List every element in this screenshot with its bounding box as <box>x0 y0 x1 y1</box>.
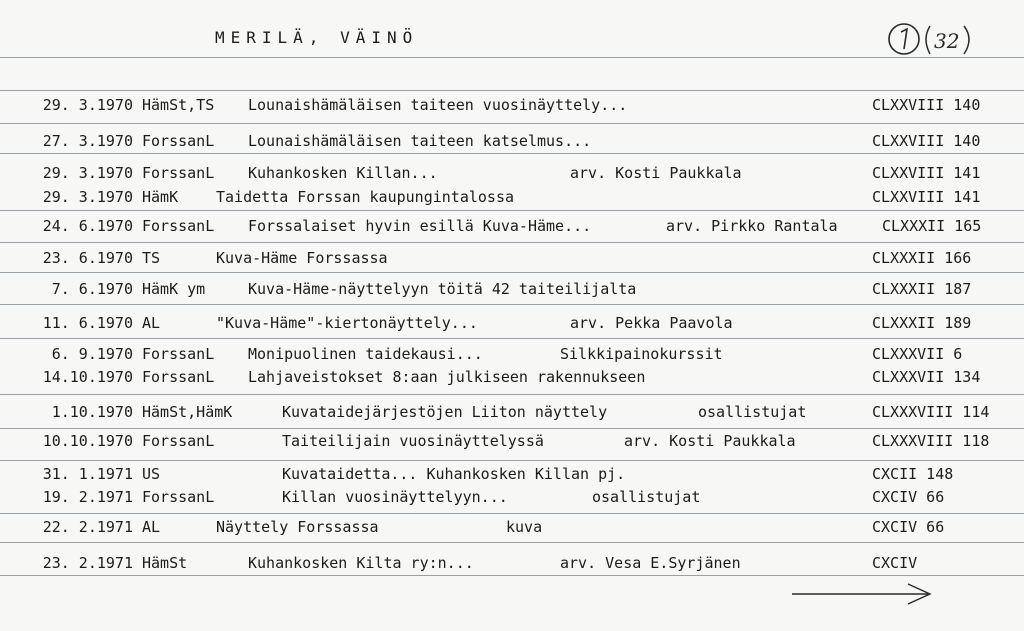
entry-source: ForssanL <box>142 368 215 386</box>
entry-title: Kuva-Häme-näyttelyyn töitä 42 taiteilijalta <box>248 280 637 298</box>
entry-ref: CLXXVIII 141 <box>872 164 981 182</box>
card-subnumber: 32 <box>934 29 960 53</box>
entry-ref: CLXXXVII 6 <box>872 345 963 363</box>
entry-ref: CLXXVIII 140 <box>872 132 981 150</box>
entry-title: Näyttely Forssassa <box>216 518 379 536</box>
entry-title: Killan vuosinäyttelyyn... <box>282 488 508 506</box>
handwritten-number-mark <box>886 20 1024 60</box>
entry-ref: CLXXXVIII 114 <box>872 403 990 421</box>
entry-title: Forssalaiset hyvin esillä Kuva-Häme... <box>248 217 592 235</box>
entry-source: HämK ym <box>142 280 206 298</box>
entry-source: AL <box>142 518 161 536</box>
entry-ref: CLXXVIII 141 <box>872 188 981 206</box>
rule-line <box>0 394 1024 395</box>
entry-row <box>0 366 1024 388</box>
entry-row <box>0 312 1024 334</box>
rule-line <box>0 123 1024 124</box>
entry-date: 7. 6.1970 <box>51 280 133 298</box>
entry-row <box>0 552 1024 574</box>
entry-title: Lahjaveistokset 8:aan julkiseen rakennukseen <box>248 368 646 386</box>
entry-date: 29. 3.1970 <box>42 188 133 206</box>
rule-line <box>0 338 1024 339</box>
entry-source: ForssanL <box>142 432 215 450</box>
entry-source: HämK <box>142 188 179 206</box>
entry-title: "Kuva-Häme"-kiertonäyttely... <box>216 314 478 332</box>
entry-date: 14.10.1970 <box>42 368 133 386</box>
entry-source: HämSt,TS <box>142 96 215 114</box>
entry-title: Taiteilijain vuosinäyttelyssä <box>282 432 544 450</box>
entry-note: kuva <box>506 518 543 536</box>
entry-ref: CXCIV 66 <box>872 518 945 536</box>
entry-date: 29. 3.1970 <box>42 164 133 182</box>
entry-row <box>0 186 1024 208</box>
entry-row <box>0 486 1024 508</box>
entry-date: 19. 2.1971 <box>42 488 133 506</box>
entry-source: ForssanL <box>142 488 215 506</box>
entry-ref: CXCII 148 <box>872 465 954 483</box>
entry-source: US <box>142 465 161 483</box>
entry-ref: CLXXVIII 140 <box>872 96 981 114</box>
entry-ref: CLXXXII 189 <box>872 314 972 332</box>
entry-date: 22. 2.1971 <box>42 518 133 536</box>
entry-date: 29. 3.1970 <box>42 96 133 114</box>
entry-note: Silkkipainokurssit <box>560 345 723 363</box>
entry-title: Monipuolinen taidekausi... <box>248 345 483 363</box>
person-name: MERILÄ, VÄINÖ <box>215 28 419 47</box>
entry-row <box>0 130 1024 152</box>
entry-row <box>0 516 1024 538</box>
entry-source: HämSt,HämK <box>142 403 233 421</box>
entry-title: Kuva-Häme Forssassa <box>216 249 388 267</box>
entry-source: ForssanL <box>142 132 215 150</box>
entry-row <box>0 278 1024 300</box>
rule-line <box>0 428 1024 429</box>
entry-ref: CLXXXII 166 <box>872 249 972 267</box>
entry-title: Kuvataidetta... Kuhankosken Killan pj. <box>282 465 626 483</box>
entry-source: ForssanL <box>142 164 215 182</box>
entry-source: TS <box>142 249 161 267</box>
entry-title: Lounaishämäläisen taiteen vuosinäyttely... <box>248 96 628 114</box>
entry-title: Kuhankosken Killan... <box>248 164 438 182</box>
entry-source: AL <box>142 314 161 332</box>
entry-note: osallistujat <box>592 488 701 506</box>
entry-note: arv. Kosti Paukkala <box>624 432 796 450</box>
rule-line <box>0 542 1024 543</box>
entry-source: HämSt <box>142 554 188 572</box>
rule-line <box>0 57 1024 58</box>
rule-line <box>0 153 1024 154</box>
rule-line <box>0 272 1024 273</box>
rule-line <box>0 304 1024 305</box>
entry-row <box>0 247 1024 269</box>
entry-note: osallistujat <box>698 403 807 421</box>
entry-title: Lounaishämäläisen taiteen katselmus... <box>248 132 592 150</box>
entry-note: arv. Pekka Paavola <box>570 314 733 332</box>
entry-row <box>0 401 1024 423</box>
entry-ref: CLXXXII 187 <box>872 280 972 298</box>
rule-line <box>0 90 1024 91</box>
entry-ref: CLXXXVIII 118 <box>872 432 990 450</box>
entry-date: 23. 6.1970 <box>42 249 133 267</box>
entry-row <box>0 215 1024 237</box>
entry-date: 27. 3.1970 <box>42 132 133 150</box>
entry-date: 6. 9.1970 <box>51 345 133 363</box>
entry-ref: CLXXXVII 134 <box>872 368 981 386</box>
entry-title: Kuvataidejärjestöjen Liiton näyttely <box>282 403 608 421</box>
entry-ref: CXCIV 66 <box>872 488 945 506</box>
entry-source: ForssanL <box>142 217 215 235</box>
entry-ref: CLXXXII 165 <box>882 217 982 235</box>
entry-note: arv. Vesa E.Syrjänen <box>560 554 741 572</box>
entry-row <box>0 162 1024 184</box>
entry-note: arv. Kosti Paukkala <box>570 164 742 182</box>
entry-date: 23. 2.1971 <box>42 554 133 572</box>
entry-title: Kuhankosken Kilta ry:n... <box>248 554 474 572</box>
rule-line <box>0 210 1024 211</box>
entry-title: Taidetta Forssan kaupungintalossa <box>216 188 515 206</box>
entry-row <box>0 430 1024 452</box>
circled-number-icon <box>886 20 1024 60</box>
rule-line <box>0 242 1024 243</box>
entry-date: 10.10.1970 <box>42 432 133 450</box>
entry-ref: CXCIV <box>872 554 918 572</box>
rule-line <box>0 460 1024 461</box>
rule-line <box>0 575 1024 576</box>
entry-source: ForssanL <box>142 345 215 363</box>
rule-line <box>0 513 1024 514</box>
entry-note: arv. Pirkko Rantala <box>666 217 838 235</box>
continue-arrow-icon <box>790 578 940 608</box>
entry-row <box>0 343 1024 365</box>
entry-date: 1.10.1970 <box>51 403 133 421</box>
entry-date: 31. 1.1971 <box>42 465 133 483</box>
entry-row <box>0 94 1024 116</box>
entry-row <box>0 463 1024 485</box>
entry-date: 11. 6.1970 <box>42 314 133 332</box>
entry-date: 24. 6.1970 <box>42 217 133 235</box>
